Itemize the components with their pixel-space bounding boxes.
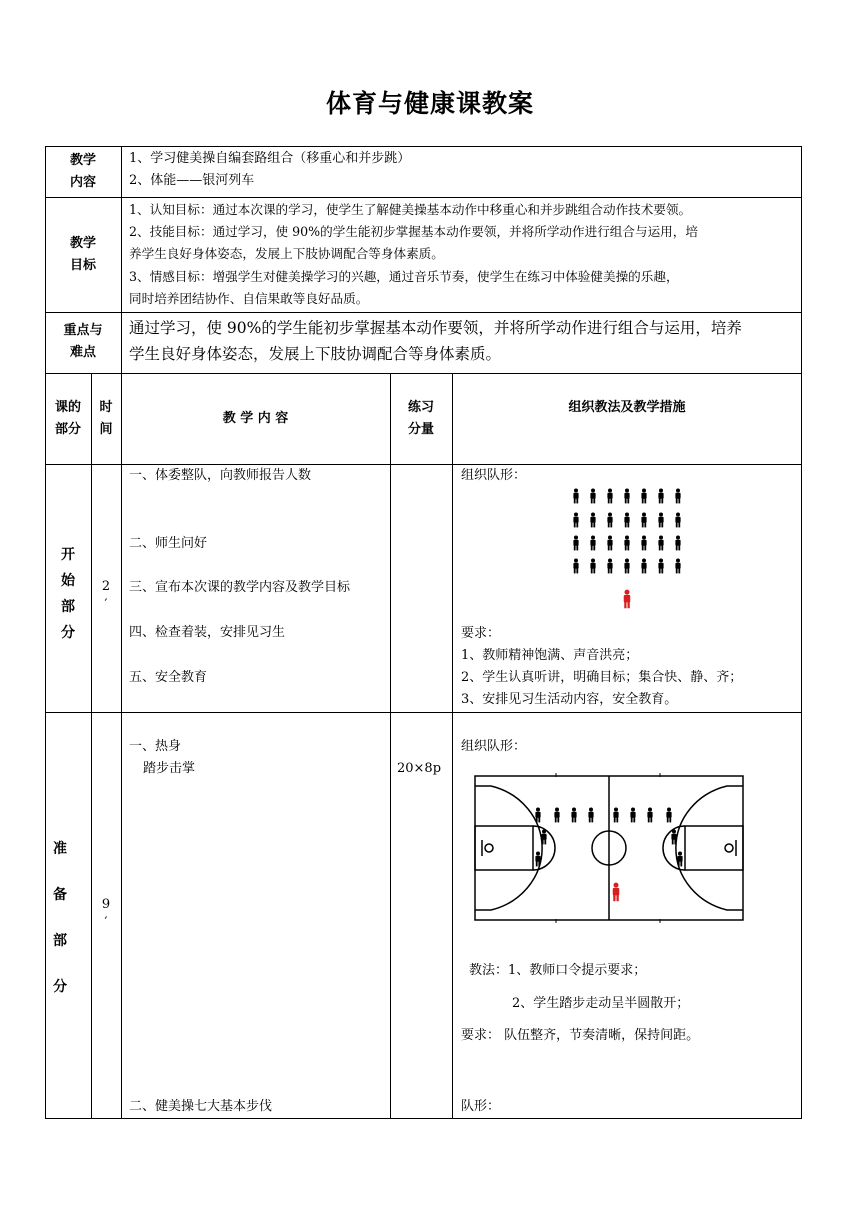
- goals-line-5: 同时培养团结协作、自信果敢等良好品质。: [129, 291, 369, 306]
- student-figure: [658, 536, 663, 551]
- basketball-court-diagram: [474, 775, 746, 923]
- prep-item-1: 一、热身: [129, 739, 182, 754]
- student-figure: [647, 808, 652, 823]
- student-figure: [624, 513, 629, 528]
- student-figure: [624, 489, 629, 504]
- student-figure: [535, 808, 540, 823]
- header-amount: 练习 分量: [407, 400, 434, 437]
- student-figure: [675, 489, 680, 504]
- teacher-figure: [613, 883, 620, 902]
- student-figure: [658, 559, 663, 574]
- prep-amount: 20×8p: [397, 761, 442, 776]
- goals-line-1: 1、认知目标：通过本次课的学习，使学生了解健美操基本动作中移重心和并步跳组合动作技术要领。: [129, 202, 692, 217]
- page-title: 体育与健康课教案: [325, 89, 534, 118]
- student-figure: [641, 513, 646, 528]
- prep-method-2: 2、学生踏步走动呈半圆散开；: [512, 996, 690, 1011]
- key-left: [475, 826, 533, 870]
- student-figure: [675, 559, 680, 574]
- key-label: 重点与 难点: [63, 323, 103, 360]
- prep-part-label: 准 备 部 分: [53, 841, 67, 995]
- header-content: 教 学 内 容: [222, 411, 289, 426]
- prep-item-1-sub: 踏步击掌: [143, 761, 196, 776]
- prep-method-1: 教法：1、教师口令提示要求；: [469, 963, 647, 978]
- student-figure: [607, 559, 612, 574]
- student-figure: [590, 513, 595, 528]
- hoop-left: [485, 844, 493, 852]
- start-part-label: 开 始 部 分: [61, 547, 75, 641]
- key-line-2: 学生良好身体姿态，发展上下肢协调配合等身体素质。: [129, 345, 502, 363]
- key-right: [685, 826, 743, 870]
- hoop-right: [725, 844, 733, 852]
- student-figure: [607, 489, 612, 504]
- student-figure: [590, 489, 595, 504]
- student-figure: [658, 489, 663, 504]
- start-req-2: 2、学生认真听讲，明确目标；集合快、静、齐；: [461, 670, 743, 685]
- prep-form-label: 队形：: [461, 1099, 501, 1114]
- start-item-4: 四、检查着装，安排见习生: [129, 625, 286, 640]
- content-line-2: 2、体能——银河列车: [129, 173, 255, 188]
- start-req-label: 要求：: [461, 626, 501, 641]
- prep-time: 9 ′: [101, 897, 111, 930]
- start-req-3: 3、安排见习生活动内容，安全教育。: [461, 692, 678, 707]
- student-figure: [675, 513, 680, 528]
- header-method: 组织教法及教学措施: [568, 400, 686, 415]
- student-figure: [588, 808, 593, 823]
- student-figure: [573, 489, 578, 504]
- goals-line-2: 2、技能目标：通过学习，使 90%的学生能初步掌握基本动作要领，并将所学动作进行组合与运用，培: [129, 224, 698, 239]
- student-figure: [666, 808, 671, 823]
- student-figure: [573, 536, 578, 551]
- goals-line-3: 养学生良好身体姿态，发展上下肢协调配合等身体素质。: [129, 246, 444, 261]
- student-figure: [658, 513, 663, 528]
- student-figure: [554, 808, 559, 823]
- prep-item-2: 二、健美操七大基本步伐: [129, 1099, 273, 1114]
- student-figure: [573, 559, 578, 574]
- student-figure: [541, 830, 546, 845]
- start-formation-diagram: [560, 485, 700, 615]
- student-figure: [675, 536, 680, 551]
- student-figure: [607, 536, 612, 551]
- key-line-1: 通过学习，使 90%的学生能初步掌握基本动作要领，并将所学动作进行组合与运用，培养: [129, 319, 742, 337]
- content-line-1: 1、学习健美操自编套路组合（移重心和并步跳）: [129, 151, 411, 166]
- start-item-3: 三、宣布本次课的教学内容及教学目标: [129, 580, 351, 595]
- prep-req: 要求： 队伍整齐，节奏清晰，保持间距。: [461, 1028, 700, 1043]
- student-figure: [641, 536, 646, 551]
- student-figure: [607, 513, 612, 528]
- goals-line-4: 3、情感目标：增强学生对健美操学习的兴趣，通过音乐节奏，使学生在练习中体验健美操的乐趣，: [129, 269, 679, 284]
- start-time: 2 ′: [101, 579, 111, 612]
- start-item-1: 一、体委整队，向教师报告人数: [129, 468, 312, 483]
- student-figure: [630, 808, 635, 823]
- student-figure: [535, 852, 540, 867]
- student-figure: [641, 489, 646, 504]
- student-figure: [573, 513, 578, 528]
- header-part: 课的 部分: [54, 400, 81, 437]
- student-figure: [624, 536, 629, 551]
- start-req-1: 1、教师精神饱满、声音洪亮；: [461, 648, 639, 663]
- student-figure: [671, 830, 676, 845]
- student-figure: [590, 559, 595, 574]
- start-item-5: 五、安全教育: [129, 670, 208, 685]
- student-figure: [590, 536, 595, 551]
- student-figure: [624, 559, 629, 574]
- start-org-label: 组织队形：: [461, 468, 527, 483]
- student-figure: [641, 559, 646, 574]
- prep-org-label: 组织队形：: [461, 739, 527, 754]
- goals-label: 教学 目标: [69, 236, 96, 273]
- content-label: 教学 内容: [69, 153, 96, 190]
- student-figure: [677, 852, 682, 867]
- student-figure: [613, 808, 618, 823]
- teacher-figure: [624, 590, 631, 609]
- header-time: 时 间: [99, 400, 113, 437]
- start-item-2: 二、师生问好: [129, 536, 208, 551]
- student-figure: [571, 808, 576, 823]
